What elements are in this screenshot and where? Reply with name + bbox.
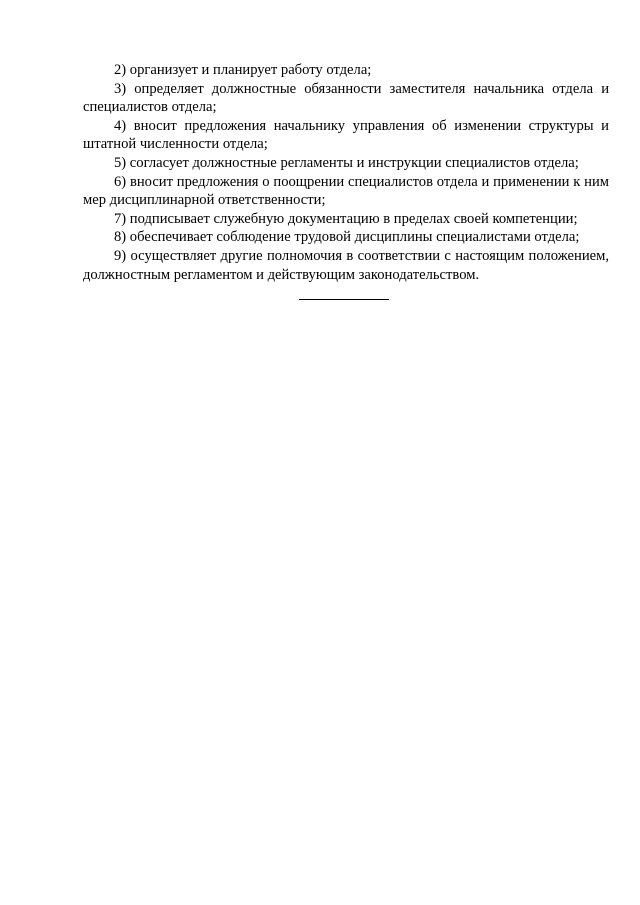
list-item: 6) вносит предложения о поощрении специалистов отдела и применении к ним мер дисциплинарной ответственности;	[83, 173, 609, 209]
list-item: 7) подписывает служебную документацию в пределах своей компетенции;	[114, 210, 578, 227]
end-divider	[299, 299, 389, 300]
list-item: 2) организует и планирует работу отдела;	[114, 62, 372, 78]
list-item: 3) определяет должностные обязанности заместителя начальника отдела и специалистов отдела;	[83, 80, 609, 116]
list-item: 4) вносит предложения начальнику управления об изменении структуры и штатной численности отдела;	[83, 117, 609, 153]
duties-list	[83, 61, 609, 284]
list-item: 5) согласует должностные регламенты и инструкции специалистов отдела;	[114, 154, 579, 171]
list-item: 8) обеспечивает соблюдение трудовой дисциплины специалистами отдела;	[114, 229, 580, 246]
list-item: 9) осуществляет другие полномочия в соответствии с настоящим положением, должностным регламентом и действующим законодательством.	[83, 247, 609, 283]
